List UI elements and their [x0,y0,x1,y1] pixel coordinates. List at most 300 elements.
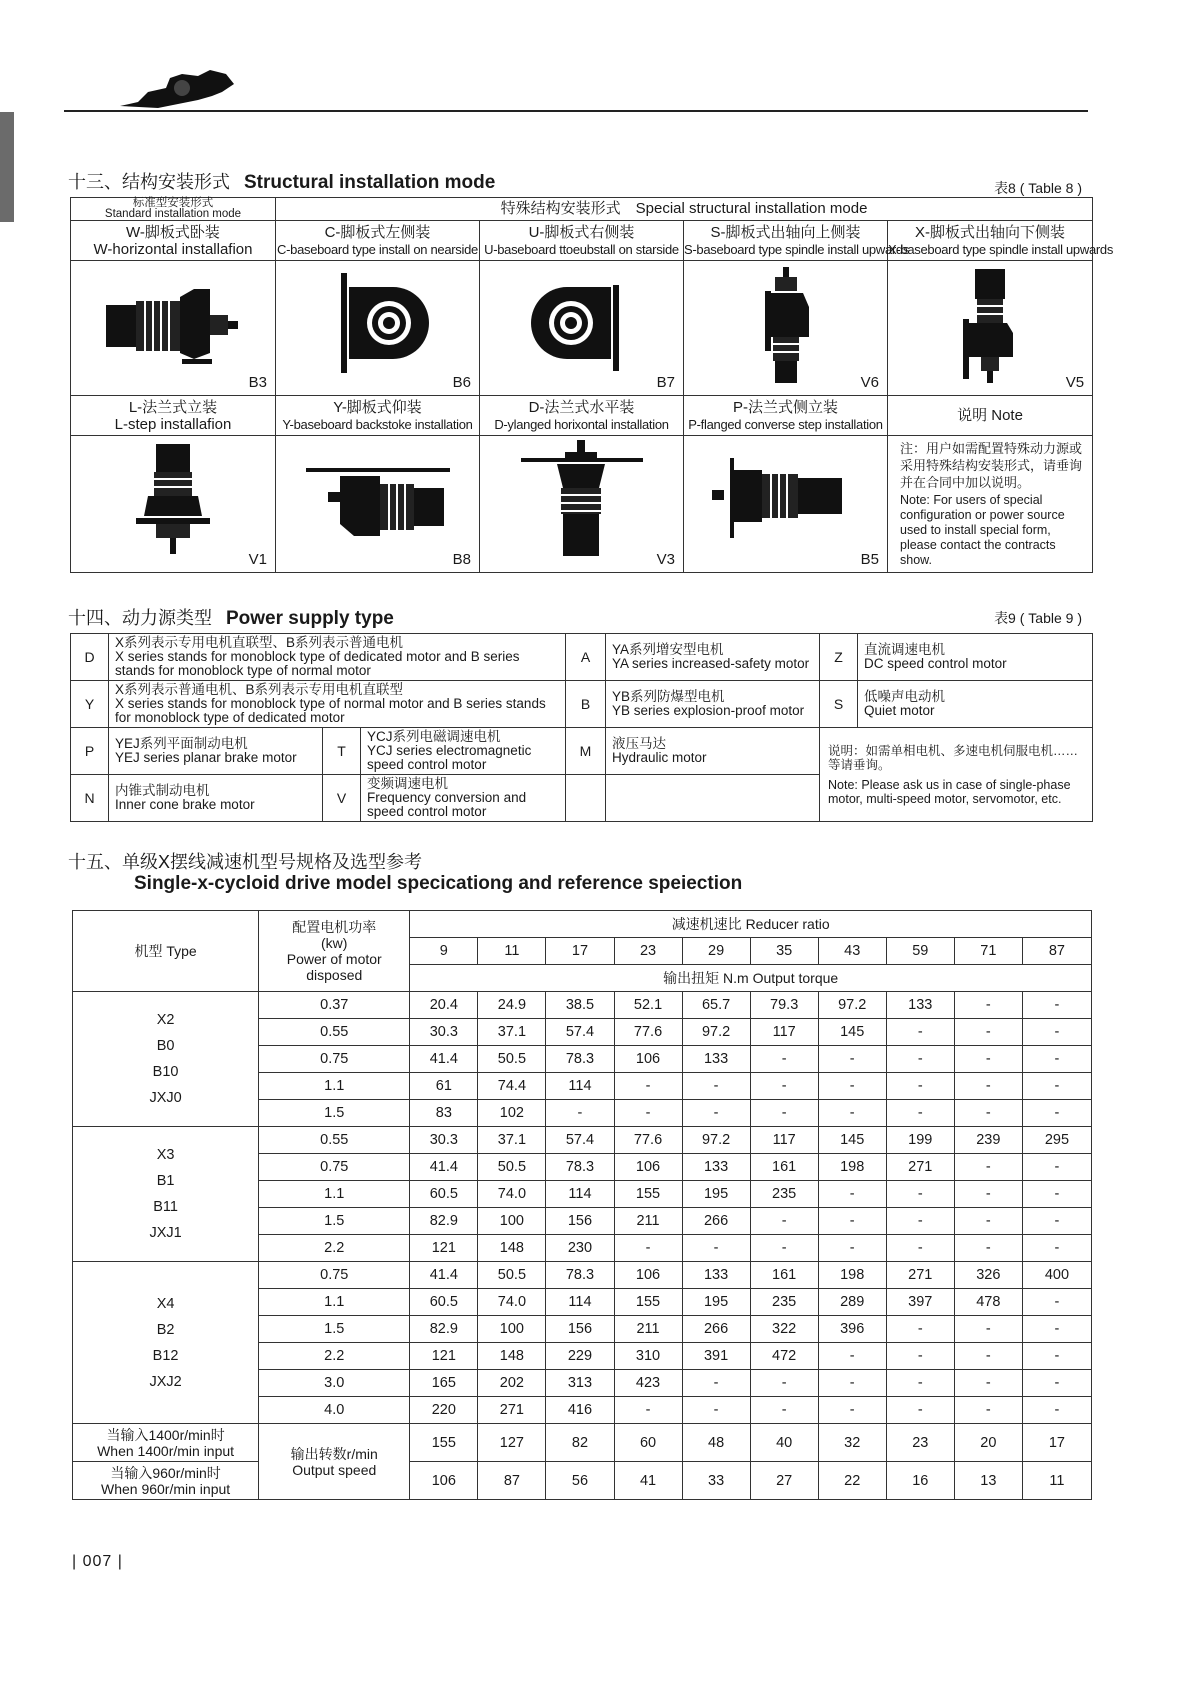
model-name: X2 [156,1012,175,1028]
power-cell: 2.2 [259,1343,410,1370]
torque-cell: - [954,1046,1022,1073]
input-speed-zh: 当输入1400r/min时 [106,1426,225,1443]
code-t: T [323,728,361,775]
torque-cell: 145 [818,1019,886,1046]
mode-diagram-b8 [276,436,480,573]
power-cell: 0.55 [259,1019,410,1046]
code-n: N [71,775,109,822]
torque-cell: - [818,1343,886,1370]
torque-cell: - [1022,1019,1091,1046]
code-y: Y [71,681,109,728]
speed-cell: 16 [886,1462,954,1500]
torque-cell: 266 [682,1316,750,1343]
mode-label-d: D-法兰式水平装 D-ylanged horixontal installation [480,396,684,436]
torque-cell: - [818,1235,886,1262]
torque-cell: 478 [954,1289,1022,1316]
vertical-flange-motor-icon [118,440,228,560]
model-name: B1 [156,1173,175,1189]
torque-cell: 289 [818,1289,886,1316]
torque-cell: 106 [614,1154,682,1181]
ratio-header: 35 [750,938,818,965]
torque-cell: - [954,992,1022,1019]
torque-cell: - [546,1100,614,1127]
note-title: 说明 Note [888,396,1093,436]
output-speed-en: Output speed [292,1461,377,1478]
torque-cell: 239 [954,1127,1022,1154]
speed-cell: 33 [682,1462,750,1500]
model-name: B0 [156,1038,175,1054]
power-cell: 0.75 [259,1262,410,1289]
torque-cell: - [954,1181,1022,1208]
gear-motor-logo-icon [118,66,236,110]
torque-cell: 60.5 [410,1289,478,1316]
torque-cell: - [682,1073,750,1100]
torque-cell: 65.7 [682,992,750,1019]
input-speed-en: When 960r/min input [100,1480,231,1497]
mode-code-b8: B8 [452,551,471,568]
torque-cell: 50.5 [478,1154,546,1181]
header-power [259,911,410,992]
torque-cell: 74.0 [478,1181,546,1208]
speed-cell: 40 [750,1424,818,1462]
speed-cell: 60 [614,1424,682,1462]
torque-cell: - [818,1370,886,1397]
torque-cell: - [614,1235,682,1262]
model-type-cell [73,992,259,1127]
torque-cell: 77.6 [614,1127,682,1154]
speed-cell: 127 [478,1424,546,1462]
torque-cell: - [1022,992,1091,1019]
horizontal-motor-icon [98,267,248,377]
nearside-motor-icon [323,267,433,377]
ratio-header: 23 [614,938,682,965]
torque-cell: - [682,1397,750,1424]
torque-cell: 37.1 [478,1019,546,1046]
torque-cell: 211 [614,1316,682,1343]
torque-cell: 41.4 [410,1046,478,1073]
mode-label-x: X-脚板式出轴向下侧装 X-baseboard type spindle install upwards [888,221,1093,261]
ratio-header: 11 [478,938,546,965]
code-b: B [566,681,606,728]
torque-cell: 133 [682,1046,750,1073]
torque-cell: - [886,1208,954,1235]
speed-cell: 56 [546,1462,614,1500]
torque-cell: - [818,1046,886,1073]
model-name: B11 [153,1199,178,1215]
mode-label-y: Y-脚板式仰装 Y-baseboard backstoke installation [276,396,480,436]
starside-motor-icon [527,267,637,377]
power-cell: 0.75 [259,1046,410,1073]
special-header: 特殊结构安装形式 Special structural installation mode [276,198,1093,221]
header-torque: 输出扭矩 N.m Output torque [410,965,1092,992]
torque-cell: - [1022,1316,1091,1343]
torque-cell: 198 [818,1154,886,1181]
torque-cell: 74.0 [478,1289,546,1316]
torque-cell: - [750,1370,818,1397]
header-power-line: (kw) [321,935,348,951]
speed-cell: 17 [1022,1424,1091,1462]
torque-cell: - [954,1370,1022,1397]
power-cell: 1.5 [259,1100,410,1127]
torque-cell: 198 [818,1262,886,1289]
code-s: S [820,681,858,728]
torque-cell: 50.5 [478,1046,546,1073]
torque-cell: - [954,1100,1022,1127]
model-name: B2 [156,1321,175,1338]
torque-cell: 121 [410,1343,478,1370]
torque-cell: - [1022,1181,1091,1208]
desc-b: YB系列防爆型电机 YB series explosion-proof motor [606,681,820,728]
torque-cell: - [886,1019,954,1046]
torque-cell: 133 [886,992,954,1019]
desc-a: YA系列增安型电机 YA series increased-safety motor [606,634,820,681]
installation-note: 注：用户如需配置特殊动力源或采用特殊结构安装形式，请垂询并在合同中加以说明。 Note: For users of special configuration or power source used to install special form, please contact the contracts show. [888,436,1093,573]
installation-mode-table [70,197,1114,573]
torque-cell: 148 [478,1235,546,1262]
torque-cell: 20.4 [410,992,478,1019]
torque-cell: 60.5 [410,1181,478,1208]
torque-cell: 97.2 [682,1019,750,1046]
torque-cell: - [614,1397,682,1424]
mode-diagram-b6 [276,261,480,396]
torque-cell: 30.3 [410,1019,478,1046]
power-cell: 0.55 [259,1127,410,1154]
mode-label-l: L-法兰式立装 L-step installafion [71,396,276,436]
code-m: M [566,728,606,775]
mode-code-b3: B3 [248,374,267,391]
speed-row [73,1462,1092,1500]
header-power-line: disposed [306,967,363,983]
torque-cell: - [1022,1100,1091,1127]
torque-cell: - [818,1208,886,1235]
empty-cell [606,775,820,822]
torque-cell: 313 [546,1370,614,1397]
code-z: Z [820,634,858,681]
desc-m: 液压马达 Hydraulic motor [606,728,820,775]
code-d: D [71,634,109,681]
desc-y: X系列表示普通电机、B系列表示专用电机直联型 X series stands for monoblock type of normal motor and B series stands for monoblock type of dedicated motor [109,681,566,728]
torque-cell: 266 [682,1208,750,1235]
desc-t: YCJ系列电磁调速电机 YCJ series electromagnetic speed control motor [361,728,566,775]
torque-cell: 271 [478,1397,546,1424]
mode-label-p: P-法兰式侧立装 P-flanged converse step installation [684,396,888,436]
header-ratio: 减速机速比 Reducer ratio [410,911,1092,938]
torque-cell: - [818,1397,886,1424]
section15-title-en: Single-x-cycloid drive model specicationg and reference speiection [134,873,743,894]
mode-code-v6: V6 [860,374,879,391]
torque-cell: 114 [546,1289,614,1316]
output-speed-zh: 输出转数r/min [290,1445,378,1462]
torque-cell: 310 [614,1343,682,1370]
mode-label-c: C-脚板式左侧装 C-baseboard type install on nearside [276,221,480,261]
torque-cell: - [954,1019,1022,1046]
torque-cell: - [818,1100,886,1127]
torque-cell: - [1022,1073,1091,1100]
torque-cell: - [818,1181,886,1208]
torque-cell: - [886,1100,954,1127]
torque-cell: - [886,1046,954,1073]
mode-diagram-v6 [684,261,888,396]
torque-cell: 271 [886,1154,954,1181]
torque-cell: 117 [750,1019,818,1046]
torque-cell: 38.5 [546,992,614,1019]
torque-cell: 416 [546,1397,614,1424]
speed-cell: 32 [818,1424,886,1462]
torque-cell: - [886,1235,954,1262]
torque-cell: 195 [682,1289,750,1316]
torque-cell: 37.1 [478,1127,546,1154]
torque-cell: 100 [478,1316,546,1343]
mode-diagram-v1 [71,436,276,573]
torque-cell: 24.9 [478,992,546,1019]
input-speed-zh: 当输入960r/min时 [110,1464,221,1481]
torque-cell: 396 [818,1316,886,1343]
empty-cell [566,775,606,822]
desc-p: YEJ系列平面制动电机 YEJ series planar brake motor [109,728,323,775]
torque-cell: - [886,1073,954,1100]
side-tab [0,112,14,222]
speed-cell: 27 [750,1462,818,1500]
torque-cell: 106 [614,1046,682,1073]
torque-cell: 97.2 [818,992,886,1019]
torque-cell: 50.5 [478,1262,546,1289]
torque-cell: 61 [410,1073,478,1100]
header-type: 机型 Type [73,911,259,992]
model-name: B10 [152,1064,179,1080]
desc-n: 内锥式制动电机 Inner cone brake motor [109,775,323,822]
torque-cell: 102 [478,1100,546,1127]
output-speed-label [259,1424,410,1500]
torque-cell: 391 [682,1343,750,1370]
torque-cell: - [682,1370,750,1397]
power-supply-note: 说明：如需单相电机、多速电机伺服电机……等请垂询。 Note: Please ask us in case of single-phase motor, multi-speed motor, servomotor, etc. [820,728,1093,822]
torque-cell: - [750,1397,818,1424]
section14-title: 十四、动力源类型 Power supply type [68,608,394,629]
model-name: JXJ2 [149,1373,182,1390]
section13-title: 十三、结构安装形式 Structural installation mode [68,172,496,193]
torque-cell: 400 [1022,1262,1091,1289]
torque-cell: 199 [886,1127,954,1154]
torque-cell: 195 [682,1181,750,1208]
mode-label-u: U-脚板式右侧装 U-baseboard ttoeubstall on starside [480,221,684,261]
power-cell: 2.2 [259,1235,410,1262]
torque-cell: 121 [410,1235,478,1262]
header-power-line: 配置电机功率 [292,919,377,935]
input-speed-label [73,1424,259,1462]
torque-cell: 82.9 [410,1208,478,1235]
speed-cell: 22 [818,1462,886,1500]
torque-cell: - [1022,1397,1091,1424]
torque-cell: - [682,1235,750,1262]
power-cell: 0.75 [259,1154,410,1181]
torque-cell: 78.3 [546,1262,614,1289]
power-cell: 1.5 [259,1316,410,1343]
torque-cell: - [750,1208,818,1235]
torque-cell: - [954,1316,1022,1343]
standard-header: 标准型安装形式 Standard installation mode [71,198,276,221]
mode-code-b5: B5 [860,551,879,568]
torque-cell: - [886,1343,954,1370]
table-row [73,1127,1092,1154]
torque-cell: 220 [410,1397,478,1424]
torque-cell: 114 [546,1181,614,1208]
torque-cell: - [1022,1289,1091,1316]
torque-cell: 148 [478,1343,546,1370]
speed-cell: 11 [1022,1462,1091,1500]
desc-d: X系列表示专用电机直联型、B系列表示普通电机 X series stands for monoblock type of dedicated motor and B series stands for monoblock type of normal motor [109,634,566,681]
mode-diagram-b3 [71,261,276,396]
torque-cell: - [1022,1046,1091,1073]
torque-cell: 326 [954,1262,1022,1289]
power-cell: 1.1 [259,1289,410,1316]
power-cell: 1.1 [259,1181,410,1208]
table9-label: 表9 ( Table 9 ) [994,610,1082,626]
torque-cell: 202 [478,1370,546,1397]
mode-code-v3: V3 [656,551,675,568]
code-v: V [323,775,361,822]
torque-cell: 114 [546,1073,614,1100]
power-cell: 1.5 [259,1208,410,1235]
side-flange-motor-icon [706,440,866,550]
torque-cell: 230 [546,1235,614,1262]
desc-z: 直流调速电机 DC speed control motor [858,634,1093,681]
torque-cell: - [1022,1343,1091,1370]
torque-cell: - [614,1100,682,1127]
torque-cell: 156 [546,1208,614,1235]
torque-cell: 83 [410,1100,478,1127]
mode-code-b6: B6 [452,374,471,391]
speed-cell: 41 [614,1462,682,1500]
torque-cell: 322 [750,1316,818,1343]
mode-code-b7: B7 [656,374,675,391]
torque-cell: - [886,1316,954,1343]
torque-cell: 41.4 [410,1154,478,1181]
torque-cell: 165 [410,1370,478,1397]
ratio-header: 9 [410,938,478,965]
torque-cell: 423 [614,1370,682,1397]
torque-cell: - [1022,1208,1091,1235]
ratio-header: 29 [682,938,750,965]
speed-row [73,1424,1092,1462]
speed-cell: 106 [410,1462,478,1500]
speed-cell: 23 [886,1424,954,1462]
header-power-line: Power of motor [286,951,382,967]
torque-cell: - [614,1073,682,1100]
power-cell: 0.37 [259,992,410,1019]
input-speed-en: When 1400r/min input [97,1442,235,1459]
speed-cell: 82 [546,1424,614,1462]
ratio-header: 71 [954,938,1022,965]
torque-cell: 235 [750,1289,818,1316]
torque-cell: 77.6 [614,1019,682,1046]
torque-cell: - [750,1100,818,1127]
torque-cell: 397 [886,1289,954,1316]
torque-cell: 155 [614,1181,682,1208]
mode-diagram-b7 [480,261,684,396]
torque-cell: 295 [1022,1127,1091,1154]
torque-cell: - [682,1100,750,1127]
torque-cell: 229 [546,1343,614,1370]
torque-cell: 57.4 [546,1019,614,1046]
page-number: | 007 | [72,1553,123,1570]
table8-label: 表8 ( Table 8 ) [994,180,1082,196]
ratio-header: 43 [818,938,886,965]
input-speed-label [73,1462,259,1500]
torque-cell: 155 [614,1289,682,1316]
table-row [73,992,1092,1019]
torque-cell: - [954,1154,1022,1181]
ratio-header: 17 [546,938,614,965]
torque-cell: 52.1 [614,992,682,1019]
torque-cell: 106 [614,1262,682,1289]
ratio-header: 87 [1022,938,1091,965]
torque-cell: 472 [750,1343,818,1370]
torque-cell: - [886,1397,954,1424]
power-cell: 4.0 [259,1397,410,1424]
torque-cell: - [818,1073,886,1100]
model-type-cell [73,1127,259,1262]
torque-cell: - [954,1397,1022,1424]
mode-diagram-v3 [480,436,684,573]
desc-v: 变频调速电机 Frequency conversion and speed control motor [361,775,566,822]
torque-cell: 156 [546,1316,614,1343]
speed-cell: 20 [954,1424,1022,1462]
torque-cell: - [954,1235,1022,1262]
backstoke-motor-icon [298,440,458,550]
torque-cell: - [1022,1235,1091,1262]
mode-diagram-b5 [684,436,888,573]
torque-cell: 78.3 [546,1154,614,1181]
speed-cell: 48 [682,1424,750,1462]
torque-cell: - [750,1046,818,1073]
power-supply-table [70,633,1093,822]
mode-code-v1: V1 [248,551,267,568]
torque-cell: 117 [750,1127,818,1154]
model-name: X4 [156,1295,175,1312]
torque-cell: 235 [750,1181,818,1208]
spindle-up-motor-icon [731,267,841,387]
torque-cell: 161 [750,1262,818,1289]
torque-cell: - [886,1181,954,1208]
torque-cell: - [750,1073,818,1100]
model-type-cell [73,1262,259,1424]
torque-cell: 133 [682,1154,750,1181]
torque-cell: 133 [682,1262,750,1289]
spindle-down-motor-icon [935,267,1045,387]
code-a: A [566,634,606,681]
torque-cell: - [954,1343,1022,1370]
torque-cell: 57.4 [546,1127,614,1154]
section15-title-zh: 十五、单级X摆线减速机型号规格及选型参考 [68,852,423,872]
mode-label-w: W-脚板式卧装 W-horizontal installafion [71,221,276,261]
torque-cell: - [886,1370,954,1397]
model-name: B12 [152,1347,179,1364]
speed-cell: 13 [954,1462,1022,1500]
mode-code-v5: V5 [1065,374,1085,391]
torque-cell: 161 [750,1154,818,1181]
mode-label-s: S-脚板式出轴向上侧装 S-baseboard type spindle install upwards [684,221,888,261]
model-spec-table [72,910,1092,1500]
torque-cell: 74.4 [478,1073,546,1100]
torque-cell: 211 [614,1208,682,1235]
code-p: P [71,728,109,775]
torque-cell: - [1022,1370,1091,1397]
desc-s: 低噪声电动机 Quiet motor [858,681,1093,728]
horizontal-flange-motor-icon [507,440,657,560]
table-row [73,1262,1092,1289]
power-cell: 1.1 [259,1073,410,1100]
torque-cell: - [750,1235,818,1262]
